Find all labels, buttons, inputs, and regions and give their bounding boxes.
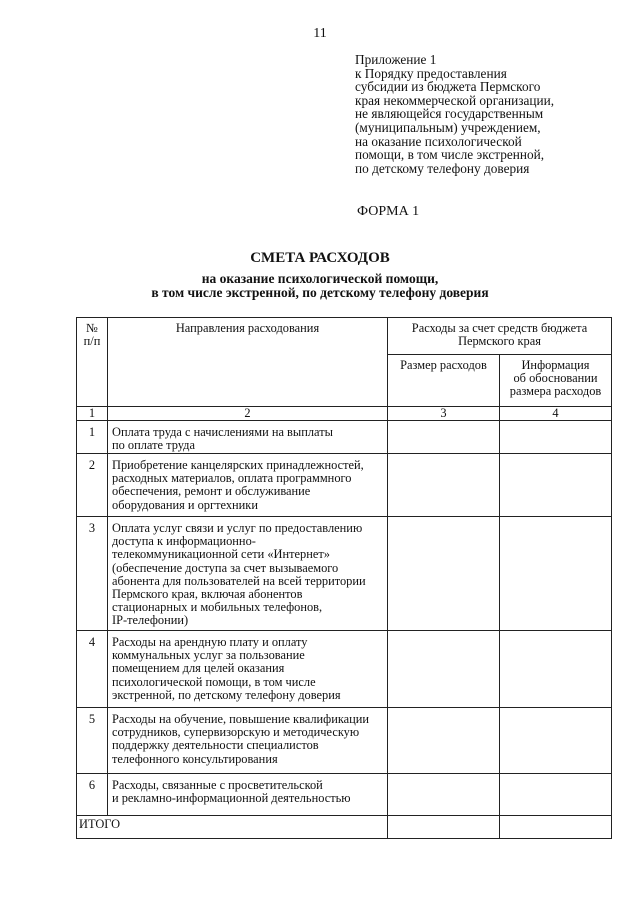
row-justification [500, 774, 612, 816]
row-direction: Оплата услуг связи и услуг по предоставлению доступа к информационно- телекоммуникационной сети «Интернет» (обеспечение доступа за счет вызываемого абонента для пользователей на всей территории Пермского края, включая абонентов стационарных и мобильных телефонов, IP-телефонии) [108, 517, 388, 631]
row-direction: Приобретение канцелярских принадлежностей, расходных материалов, оплата программного обеспечения, ремонт и обслуживание оборудования и оргтехники [108, 454, 388, 517]
row-amount [388, 517, 500, 631]
row-number: 2 [77, 454, 108, 517]
document-subtitle [0, 272, 640, 300]
row-amount [388, 421, 500, 454]
row-direction: Оплата труда с начислениями на выплаты по оплате труда [108, 421, 388, 454]
table-row [77, 708, 612, 774]
row-number: 6 [77, 774, 108, 816]
row-amount [388, 708, 500, 774]
total-label: ИТОГО [77, 816, 388, 839]
appendix-line: на оказание психологической [355, 133, 522, 149]
appendix-line: Приложение 1 [355, 52, 437, 67]
appendix-line: по детскому телефону доверия [355, 160, 530, 176]
row-direction: Расходы, связанные с просветительской и рекламно-информационной деятельностью [108, 774, 388, 816]
row-number: 5 [77, 708, 108, 774]
header-amount: Размер расходов [388, 355, 500, 407]
header-budget: Расходы за счет средств бюджета Пермского края [388, 318, 612, 355]
appendix-line: к Порядку предоставления [355, 65, 507, 81]
appendix-line: (муниципальным) учреждением, [355, 119, 541, 135]
row-number: 4 [77, 631, 108, 708]
table-row [77, 774, 612, 816]
subtitle-line: в том числе экстренной, по детскому телефону доверия [151, 285, 489, 300]
table-row [77, 421, 612, 454]
appendix-line: помощи, в том числе экстренной, [355, 147, 545, 163]
appendix-line: края некоммерческой организации, [355, 92, 555, 108]
header-direction: Направления расходования [108, 318, 388, 407]
column-index: 1 [77, 407, 108, 421]
table-header-row [77, 318, 612, 355]
row-amount [388, 774, 500, 816]
row-justification [500, 517, 612, 631]
header-number: № п/п [77, 318, 108, 407]
row-justification [500, 454, 612, 517]
form-label: ФОРМА 1 [357, 204, 420, 219]
column-index-row [77, 407, 612, 421]
table-row [77, 517, 612, 631]
column-index: 3 [388, 407, 500, 421]
page-number: 11 [313, 26, 327, 41]
row-justification [500, 708, 612, 774]
subtitle-line: на оказание психологической помощи, [201, 271, 439, 286]
row-number: 3 [77, 517, 108, 631]
total-amount [388, 816, 500, 839]
row-direction: Расходы на обучение, повышение квалификации сотрудников, супервизорскую и методическую поддержку деятельности специалистов телефонного консультирования [108, 708, 388, 774]
column-index: 2 [108, 407, 388, 421]
table-row [77, 454, 612, 517]
table-row [77, 631, 612, 708]
row-amount [388, 631, 500, 708]
total-row [77, 816, 612, 839]
column-index: 4 [500, 407, 612, 421]
header-justification: Информация об обосновании размера расходов [500, 355, 612, 407]
row-justification [500, 421, 612, 454]
row-justification [500, 631, 612, 708]
appendix-block [355, 53, 625, 175]
appendix-line: субсидии из бюджета Пермского [355, 79, 541, 95]
row-number: 1 [77, 421, 108, 454]
appendix-line: не являющейся государственным [355, 106, 544, 122]
row-direction: Расходы на арендную плату и оплату коммунальных услуг за пользование помещением для целей оказания психологической помощи, в том числе экстренной, по детскому телефону доверия [108, 631, 388, 708]
row-amount [388, 454, 500, 517]
document-title: СМЕТА РАСХОДОВ [250, 250, 390, 266]
expense-table [76, 317, 612, 839]
total-justification [500, 816, 612, 839]
